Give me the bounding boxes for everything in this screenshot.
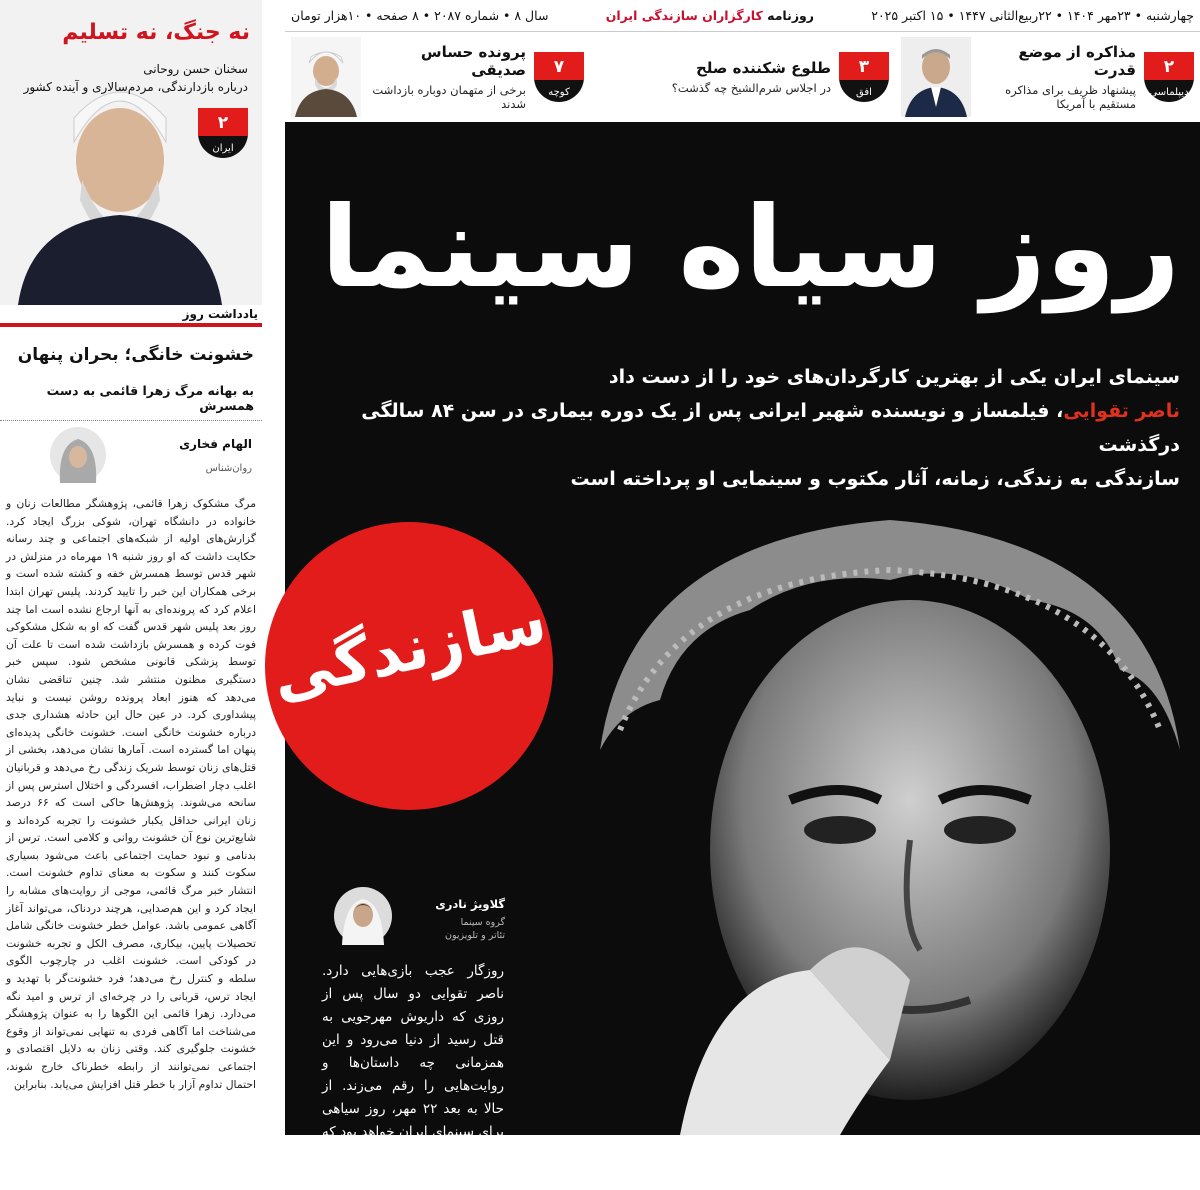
- teaser-item[interactable]: [895, 34, 1200, 120]
- rouhani-headline: نه جنگ، نه تسلیم: [62, 20, 250, 45]
- portrait-image: [901, 37, 971, 117]
- editorial-body: مرگ مشکوک زهرا قائمی، پژوهشگر مطالعات زنان و خانواده در دانشگاه تهران، شوکی بزرگ ایجاد کرد. گزارش‌های اولیه از شبکه‌های اجتماعی و چند رسانه حکایت داشت که او روز شنبه ۱۹ مهرماه در منزلش در شهر قدس توسط همسرش خفه و کشته شده است و برخی همکاران این خبر را تایید کردند. پلیس تهران ابتدا اعلام کرد که پرونده‌ای به آنها ارجاع نشده است اما چند روز بعد پلیس شهر قدس گفت که او به شکل مشکوکی فوت کرده و همسرش بازداشت شده است تا علت آن توسط پزشکی قانونی مشخص شود. سپس خبر دستگیری مظنون منتشر شد. چنین تناقضی نشان می‌دهد که هنوز ابعاد پرونده روشن نیست و نباید پیشداوری کرد. در عین حال این حادثه هشداری جدی درباره خشونت خانگی است. خشونت خانگی پدیده‌ای پنهان اما گسترده است. آمارها نشان می‌دهد، بخشی از قتل‌های زنان توسط شریک زندگی رخ می‌دهد و قربانیان اغلب دچار اضطراب، افسردگی و اختلال استرس پس از سانحه می‌شوند. پژوهش‌ها حاکی است که ۶۶ درصد زنان ایرانی حداقل یکبار خشونت را تجربه کرده‌اند و شایع‌ترین نوع آن خشونت روانی و کلامی است. ترس از بدنامی و نبود حمایت اجتماعی باعث می‌شود بسیاری سکوت کنند و سکوت به معنای تداوم خشونت است. انتشار خبر مرگ قائمی، موجی از روایت‌های مشابه را ایجاد کرد و این هم‌صدایی، هرچند دردناک، می‌تواند آغاز آگاهی عمومی باشد. عوامل خطر خشونت خانگی شامل تحصیلات پایین، بیکاری، مصرف الکل و تجربه خشونت در کودکی است. خشونت اغلب در چارچوب الگوی سلطه و کنترل رخ می‌دهد؛ فرد خشونت‌گر با تهدید و ایجاد ترس، قربانی را در چرخه‌ای از ترس و امید نگه می‌دارد. زهرا قائمی این الگوها را به عنوان پژوهشگر می‌شناخت اما آگاهی فردی به تنهایی نمی‌تواند از وقوع خشونت جلوگیری کند. وقتی زنان به دلایل اقتصادی و اجتماعی نمی‌توانند از رابطه خطرناک خارج شوند، احتمال تداوم آزار با خطر قتل افزایش می‌یابد. بنابراین: [6, 497, 256, 1091]
- portrait-image: [291, 37, 361, 117]
- author-name: الهام فخاری: [179, 437, 252, 451]
- badge-section: ایران: [212, 143, 234, 154]
- author-avatar: [50, 427, 106, 483]
- teaser-title: مذاکره از موضع قدرت: [1018, 43, 1136, 79]
- page-badge: [839, 52, 889, 102]
- rouhani-sub1: سخنان حسن روحانی: [143, 62, 248, 76]
- rouhani-section: [0, 0, 262, 305]
- badge-section: کوچه: [548, 87, 570, 98]
- page-badge: [534, 52, 584, 102]
- teaser-subtitle: پیشنهاد ظریف برای مذاکره مستقیم با آمریکا: [1005, 83, 1136, 111]
- page-badge: [198, 108, 248, 158]
- column-author: [330, 885, 505, 947]
- author-name: گلاویژ نادری: [435, 897, 505, 911]
- deck-line-2: [300, 394, 1180, 462]
- badge-section: دیپلماسی: [1149, 87, 1189, 98]
- main-headline: روز سیاه سینما: [320, 183, 1180, 313]
- teaser-item[interactable]: [590, 34, 895, 120]
- editorial-label: یادداشت روز: [182, 307, 258, 321]
- editorial-author: [0, 420, 262, 485]
- brand-name: کارگزاران سازندگی ایران: [605, 8, 763, 23]
- teaser-row: [285, 34, 1200, 120]
- issue-date: چهارشنبه • ۲۳مهر ۱۴۰۴ • ۲۲ربیع‌الثانی ۱۴۴۷ • ۱۵ اکتبر ۲۰۲۵: [871, 8, 1194, 23]
- feature-body: روزگار عجب بازی‌هایی دارد. ناصر تقوایی دو سال پس از روزی که داریوش مهرجویی به قتل رسید از دنیا می‌رود و این همزمانی چه داستان‌ها و روایت‌هایی را رقم می‌زند. از حالا به بعد ۲۲ مهر، روز سیاهی برای سینمای ایران خواهد بود که دو بزرگ را در خود دارد. دو کارگردانی که زیست و کارشان: [322, 963, 504, 1186]
- editorial-subtitle: به بهانه مرگ زهرا قائمی به دست همسرش: [46, 383, 254, 413]
- teaser-subtitle: در اجلاس شرم‌الشیخ چه گذشت؟: [671, 81, 831, 95]
- sazandegi-logo: [265, 522, 553, 810]
- deck-line-1: سینمای ایران یکی از بهترین کارگردان‌های خود را از دست داد: [608, 366, 1180, 388]
- taghvai-portrait: [560, 500, 1200, 1135]
- main-deck: [300, 360, 1180, 496]
- teaser-title: پرونده حساس صدیقی: [420, 43, 526, 79]
- badge-number: ۲: [1144, 52, 1194, 80]
- author-role-2: تئاتر و تلویزیون: [444, 930, 505, 941]
- badge-number: ۲: [198, 108, 248, 136]
- author-avatar: [334, 887, 392, 945]
- badge-number: ۳: [839, 52, 889, 80]
- masthead: [285, 0, 1200, 32]
- editorial-label-bar: [0, 305, 262, 327]
- teaser-item[interactable]: [285, 34, 590, 120]
- badge-section: افق: [856, 87, 872, 98]
- issue-info: سال ۸ • شماره ۲۰۸۷ • ۸ صفحه • ۱۰هزار تومان: [291, 8, 549, 23]
- deck-line-3: سازندگی به زندگی، زمانه، آثار مکتوب و سینمایی او پرداخته است: [570, 468, 1180, 490]
- brand-prefix: روزنامه: [767, 8, 814, 23]
- teaser-subtitle: برخی از متهمان دوباره بازداشت شدند: [372, 83, 526, 111]
- editorial-title: خشونت خانگی؛ بحران پنهان: [17, 345, 254, 365]
- page-badge: [1144, 52, 1194, 102]
- author-role: روان‌شناس: [205, 463, 252, 474]
- deck-line-2-text: ، فیلمساز و نویسنده شهیر ایرانی پس از یک دوره بیماری در سن ۸۴ سالگی درگذشت: [361, 400, 1180, 456]
- newspaper-brand: [606, 8, 814, 23]
- deck-name: ناصر تقوایی: [1063, 400, 1180, 422]
- badge-number: ۷: [534, 52, 584, 80]
- teaser-title: طلوع شکننده صلح: [695, 59, 831, 77]
- author-role: گروه سینما: [460, 917, 505, 928]
- rouhani-sub2: درباره بازدارندگی، مردم‌سالاری و آینده کشور: [23, 80, 248, 94]
- logo-text: سازندگی: [265, 583, 553, 714]
